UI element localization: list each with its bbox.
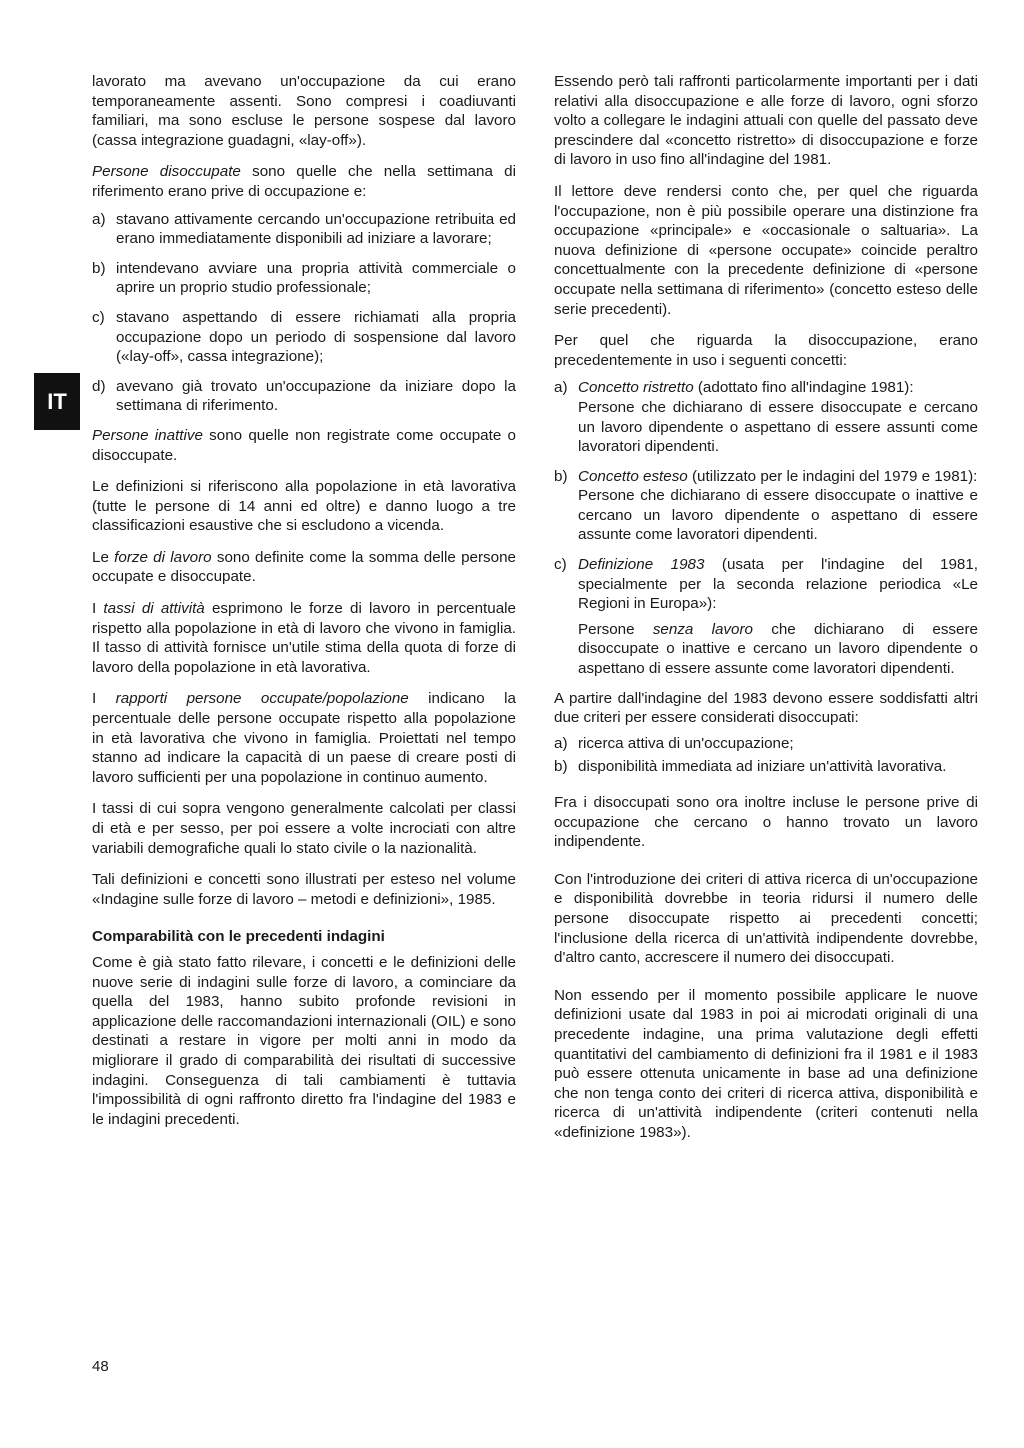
paragraph: I tassi di attività esprimono le forze di lavoro in percentuale rispetto alla popolazione in età di lavoro che vivono in famiglia. Il tasso di attività fornisce un'utile stima della quota di forze di lavoro della popolazione in età lavorativa. bbox=[92, 600, 516, 676]
term: rapporti persone occupate/popolazione bbox=[115, 690, 409, 708]
list-item: c) Definizione 1983 (usata per l'indagine del 1981, specialmente per la seconda relazione periodica «Le Regioni in Europa»): Persone senza lavoro che dichiarano di essere disoccupate o inattive e cercano un lavoro dipendente o aspettano di essere assunte come lavoratori dipendenti. bbox=[554, 556, 978, 678]
paragraph: Come è già stato fatto rilevare, i concetti e le definizioni delle nuove serie di indagini sulle forze di lavoro, a cominciare da quella del 1983, hanno subito profonde revisioni in applicazione delle raccomandazioni internazionali (OIL) e sono destinati a restare in vigore per molti anni in modo da migliorare il grado di comparabilità dei risultati di successive indagini. Conseguenza di tali cambiamenti è tuttavia l'impossibilità di ogni raffronto diretto fra l'indagine del 1983 e le indagini precedenti. bbox=[92, 953, 516, 1128]
list-item: d) avevano già trovato un'occupazione da iniziare dopo la settimana di riferimento. bbox=[92, 377, 516, 415]
paragraph: Con l'introduzione dei criteri di attiva ricerca di un'occupazione e disponibilità dovrebbe in teoria ridursi il numero delle persone disoccupate rispetto ai precedenti concetti; l'inclusione della ricerca di un'attività indipendente dovrebbe, d'altro canto, accrescere il numero dei disoccupati. bbox=[554, 870, 978, 967]
paragraph: I tassi di cui sopra vengono generalmente calcolati per classi di età e per sesso, per poi essere a volte incrociati con altre variabili demografiche quali lo stato civile o la nazionalità. bbox=[92, 800, 516, 857]
term: Definizione 1983 bbox=[578, 556, 705, 574]
paragraph: Per quel che riguarda la disoccupazione, erano precedentemente in uso i seguenti concetti: bbox=[554, 332, 978, 369]
list-item: c) stavano aspettando di essere richiamati alla propria occupazione dopo un periodo di sospensione dal lavoro («lay-off», cassa integrazione); bbox=[92, 308, 516, 366]
term: tassi di attività bbox=[103, 600, 205, 618]
list-item: a) Concetto ristretto (adottato fino all'indagine 1981): Persone che dichiarano di essere disoccupate e cercano un lavoro dipendente o aspettano di essere assunti come lavoratori dipendenti. bbox=[554, 379, 978, 456]
section-heading: Comparabilità con le precedenti indagini bbox=[92, 928, 385, 946]
term: Concetto ristretto bbox=[578, 379, 694, 397]
term: Concetto esteso bbox=[578, 467, 688, 485]
list-item: a) stavano attivamente cercando un'occupazione retribuita ed erano immediatamente disponibili ad iniziare a lavorare; bbox=[92, 210, 516, 248]
paragraph: Persone inattive sono quelle non registrate come occupate o disoccupate. bbox=[92, 426, 516, 464]
paragraph: A partire dall'indagine del 1983 devono essere soddisfatti altri due criteri per essere considerati disoccupati: bbox=[554, 689, 978, 727]
term: Persone inattive bbox=[92, 426, 203, 444]
page-number: 48 bbox=[92, 1358, 109, 1375]
paragraph: Le forze di lavoro sono definite come la somma delle persone occupate e disoccupate. bbox=[92, 548, 516, 586]
right-column bbox=[554, 72, 978, 1155]
list-item: b) Concetto esteso (utilizzato per le indagini del 1979 e 1981): Persone che dichiarano di essere disoccupate o inattive e cercano un lavoro dipendente o aspettano di essere assunte come lavoratori dipendenti. bbox=[554, 467, 978, 544]
paragraph: Fra i disoccupati sono ora inoltre incluse le persone prive di occupazione che cercano o hanno trovato un lavoro indipendente. bbox=[554, 794, 978, 851]
list-item: b) intendevano avviare una propria attività commerciale o aprire un proprio studio professionale; bbox=[92, 259, 516, 297]
list-item: b) disponibilità immediata ad iniziare un'attività lavorativa. bbox=[554, 758, 947, 776]
paragraph: Il lettore deve rendersi conto che, per quel che riguarda l'occupazione, non è più possibile operare una distinzione fra occupazione «principale» e «occasionale o saltuaria». La nuova definizione di «persone occupate» coincide peraltro concettualmente con la precedente definizione di «persone occupate nella settimana di riferimento» (concetto esteso delle serie precedenti). bbox=[554, 182, 978, 318]
term: forze di lavoro bbox=[114, 548, 212, 566]
paragraph: Non essendo per il momento possibile applicare le nuove definizioni usate dal 1983 in poi ai microdati originali di una precedente indagine, una prima valutazione degli effetti quantitativi del cambiamento di definizioni fra il 1981 e il 1983 può essere ottenuta unicamente in base ad una definizione che non tenga conto dei criteri di ricerca attiva, disponibilità e ricerca di un'attività indipendente (criteri contenuti nella «definizione 1983»). bbox=[554, 986, 978, 1141]
left-column bbox=[92, 72, 516, 1141]
paragraph: lavorato ma avevano un'occupazione da cui erano temporaneamente assenti. Sono compresi i coadiuvanti familiari, ma sono escluse le persone sospese dal lavoro (cassa integrazione guadagni, «lay-off»). bbox=[92, 73, 516, 149]
language-tab bbox=[34, 373, 80, 430]
paragraph: Le definizioni si riferiscono alla popolazione in età lavorativa (tutte le persone di 14 anni ed oltre) e danno luogo a tre classificazioni esaustive che si escludono a vicenda. bbox=[92, 478, 516, 535]
paragraph: Persone disoccupate sono quelle che nella settimana di riferimento erano prive di occupazione e: bbox=[92, 163, 516, 200]
list-item: a) ricerca attiva di un'occupazione; bbox=[554, 734, 794, 752]
paragraph: I rapporti persone occupate/popolazione indicano la percentuale delle persone occupate rispetto alla popolazione in età lavorativa che vivono in famiglia. Proiettati nel tempo stanno ad indicare la capacità di un paese di creare posti di lavoro sufficienti per una popolazione in continuo aumento. bbox=[92, 690, 516, 786]
term: Persone disoccupate bbox=[92, 163, 241, 181]
paragraph: Tali definizioni e concetti sono illustrati per esteso nel volume «Indagine sulle forze di lavoro – metodi e definizioni», 1985. bbox=[92, 871, 516, 908]
paragraph: Essendo però tali raffronti particolarmente importanti per i dati relativi alla disoccupazione e alle forze di lavoro, ogni sforzo volto a collegare le indagini attuali con quelle del passato deve prescindere dal «concetto ristretto» di disoccupazione e forze di lavoro in uso fino all'indagine del 1981. bbox=[554, 73, 978, 169]
language-tab-label: IT bbox=[47, 388, 67, 414]
